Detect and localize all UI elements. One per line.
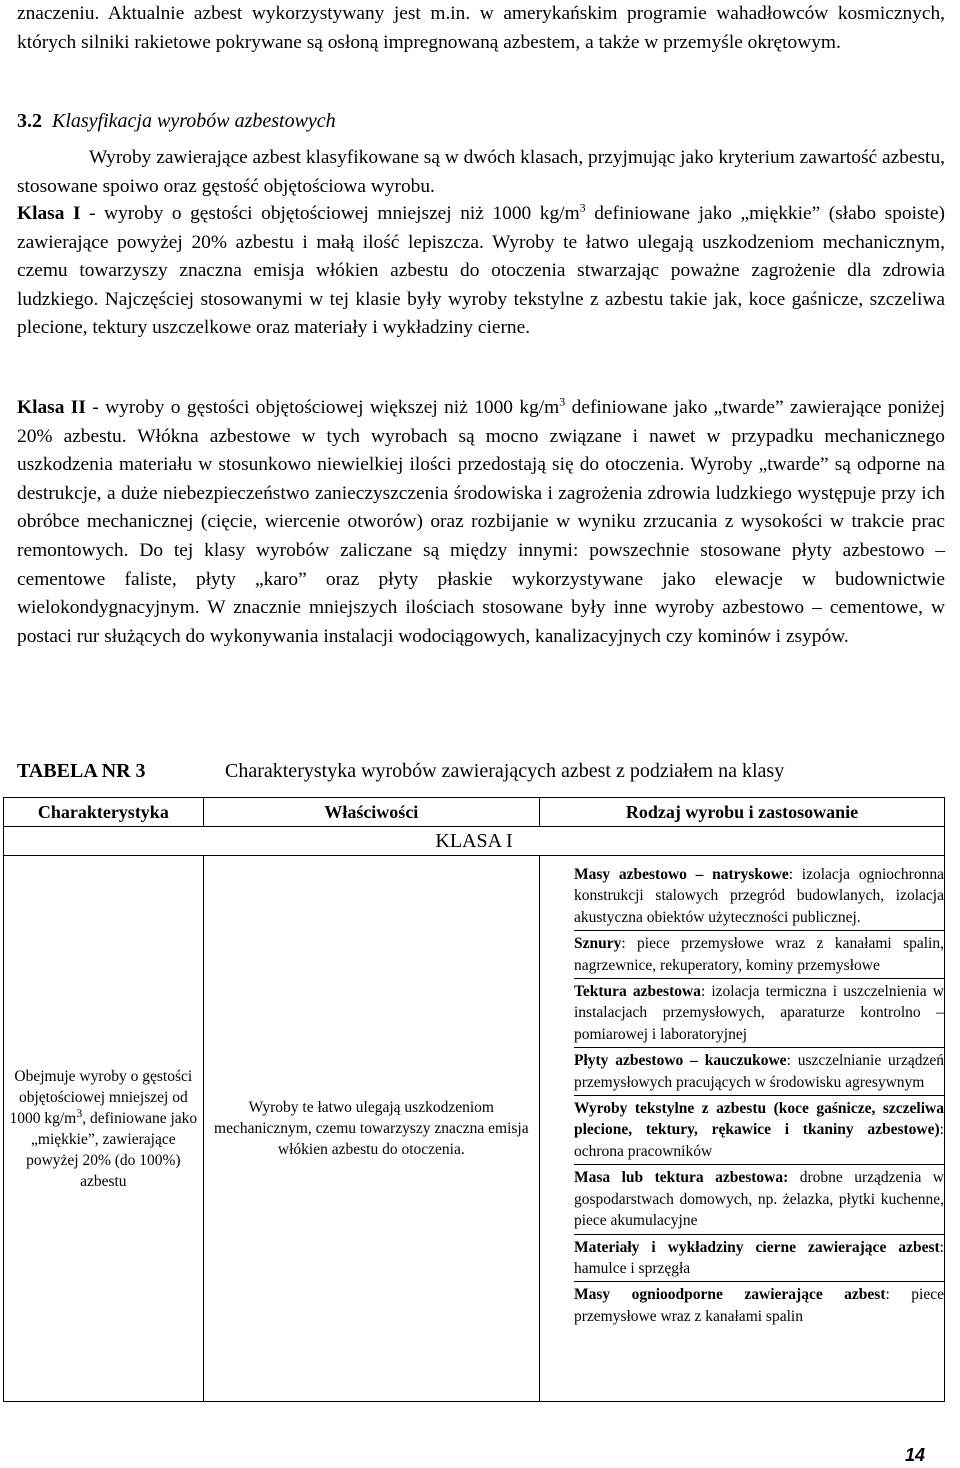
header-products: Rodzaj wyrobu i zastosowanie: [539, 798, 944, 827]
product-item: [574, 1098, 944, 1165]
product-item: [574, 981, 944, 1048]
page-number: 14: [904, 1445, 925, 1465]
product-name: Masy azbestowo – natryskowe: [573, 866, 789, 883]
product-item: [574, 933, 944, 979]
class-one-row: [4, 856, 945, 1402]
product-item: [574, 1167, 944, 1234]
table-header-row: [4, 798, 945, 827]
section-title: Klasyfikacja wyrobów azbestowych: [52, 110, 336, 132]
product-desc: : hamulce i sprzęgła: [573, 1238, 944, 1277]
class-two-text-a: - wyroby o gęstości objętościowej większej niż 1000 kg/m: [85, 397, 560, 418]
class-one-text-a: - wyroby o gęstości objętościowej mniejszej niż 1000 kg/m: [80, 203, 580, 224]
product-name: Masa lub tektura azbestowa:: [573, 1169, 789, 1187]
class-two-sup: 3: [559, 394, 566, 409]
product-desc: : izolacja termiczna i uszczelnienia w instalacjach przemysłowych, aparaturze kontrolno – pomiarowej i laboratoryjnej: [573, 983, 944, 1043]
header-characteristics: Charakterystyka: [4, 798, 204, 827]
class-two-label: Klasa II: [17, 397, 86, 418]
products-cell: [539, 856, 944, 1402]
characteristics-cell: Obejmuje wyroby o gęstości objętościowej mniejszej od 1000 $kg/m^3$, definiowane jako „miękkie”, zawierające powyżej 20% (do 100%) azbestu: [4, 856, 204, 1402]
intro-paragraph: znaczeniu. Aktualnie azbest wykorzystywany jest m.in. w amerykańskim programie wahadłowców kosmicznych, których silniki rakietowe pokrywane są osłoną impregnowaną azbestem, a także w przemyśle okrętowym.: [17, 3, 945, 53]
table-caption: [17, 760, 945, 783]
product-name: Sznury: [573, 935, 622, 953]
product-desc: : piece przemysłowe wraz z kanałami spalin: [573, 1286, 944, 1325]
product-desc: : uszczelnianie urządzeń przemysłowych pracujących w środowisku agresywnym: [573, 1052, 944, 1091]
product-item: [574, 1284, 944, 1329]
class-one-sup: 3: [579, 200, 586, 215]
class-one-label: Klasa I: [17, 203, 81, 224]
product-desc: drobne urządzenia w gospodarstwach domowych, np. żelazka, płytki kuchenne, piece akumulacyjne: [573, 1169, 944, 1230]
product-name: Płyty azbestowo – kauczukowe: [573, 1052, 787, 1070]
product-name: Masy ognioodporne zawierające azbest: [573, 1286, 886, 1304]
table-number: TABELA NR 3: [17, 760, 146, 782]
section-number: 3.2: [17, 110, 42, 132]
product-name: Materiały i wykładziny cierne zawierające azbest: [573, 1238, 940, 1256]
table-title: Charakterystyka wyrobów zawierających azbest z podziałem na klasy: [225, 760, 785, 782]
section-heading: [17, 110, 336, 133]
product-item: [574, 1237, 944, 1283]
product-desc: : ochrona pracowników: [573, 1121, 944, 1160]
class-one-text-b: definiowane jako „miękkie” (słabo spoiste) zawierające powyżej 20% azbestu i małą ilość lepiszcza. Wyroby te łatwo ulegają uszkodzeniom mechanicznym, czemu towarzyszy znaczna emisja włókien azbestu do otoczenia stwarzając poważne zagrożenie dla zdrowia ludzkiego. Najczęściej stosowanymi w tej klasie były wyroby tekstylne z azbestu takie jak, koce gaśnicze, szczeliwa plecione, tektury uszczelkowe oraz materiały i wykładziny cierne.: [17, 203, 945, 339]
asbestos-table: [3, 797, 945, 1402]
product-desc: : izolacja ogniochronna konstrukcji stalowych przegród budowlanych, izolacja akustyczna obiektów użyteczności publicznej.: [573, 866, 944, 926]
classification-paragraph: Wyroby zawierające azbest klasyfikowane są w dwóch klasach, przyjmując jako kryterium zawartość azbestu, stosowane spoiwo oraz gęstość objętościowa wyrobu.: [17, 147, 945, 197]
class-label: KLASA I: [4, 827, 945, 856]
class-one-paragraph: [17, 200, 945, 343]
product-name: Wyroby tekstylne z azbestu (koce gaśnicze, szczeliwa plecione, tektury, rękawice i tkaniny azbestowe): [573, 1100, 944, 1139]
class-row: [4, 827, 945, 856]
properties-cell: Wyroby te łatwo ulegają uszkodzeniom mechanicznym, czemu towarzyszy znaczna emisja włókien azbestu do otoczenia.: [203, 856, 539, 1402]
product-name: Tektura azbestowa: [573, 983, 701, 1001]
class-two-text-b: definiowane jako „twarde” zawierające poniżej 20% azbestu. Włókna azbestowe w tych wyrobach są mocno związane i nawet w przypadku mechanicznego uszkodzenia materiału w stosunkowo niewielkiej ilości przedostają się do otoczenia. Wyroby „twarde” są odporne na destrukcje, a duże niebezpieczeństwo zanieczyszczenia środowiska i zagrożenia zdrowia ludzkiego występuje przy ich obróbce mechanicznej (cięcie, wiercenie otworów) oraz rozbijanie w wyniku zrzucania z wysokości w trakcie prac remontowych. Do tej klasy wyrobów zaliczane są między innymi: powszechnie stosowane płyty azbestowo – cementowe faliste, płyty „karo” oraz płyty płaskie wykorzystywane jako elewacje w budownictwie wielokondygnacyjnym. W znacznie mniejszych ilościach stosowane były inne wyroby azbestowo – cementowe, w postaci rur służących do wykonywania instalacji wodociągowych, kanalizacyjnych czy kominów i zsypów.: [17, 397, 945, 647]
product-desc: : piece przemysłowe wraz z kanałami spalin, nagrzewnice, rekuperatory, kominy przemysłowe: [573, 935, 944, 974]
product-item: [574, 1050, 944, 1096]
class-two-paragraph: [17, 394, 945, 651]
product-item: [574, 864, 944, 931]
header-properties: Właściwości: [203, 798, 539, 827]
product-list: [540, 856, 944, 1329]
